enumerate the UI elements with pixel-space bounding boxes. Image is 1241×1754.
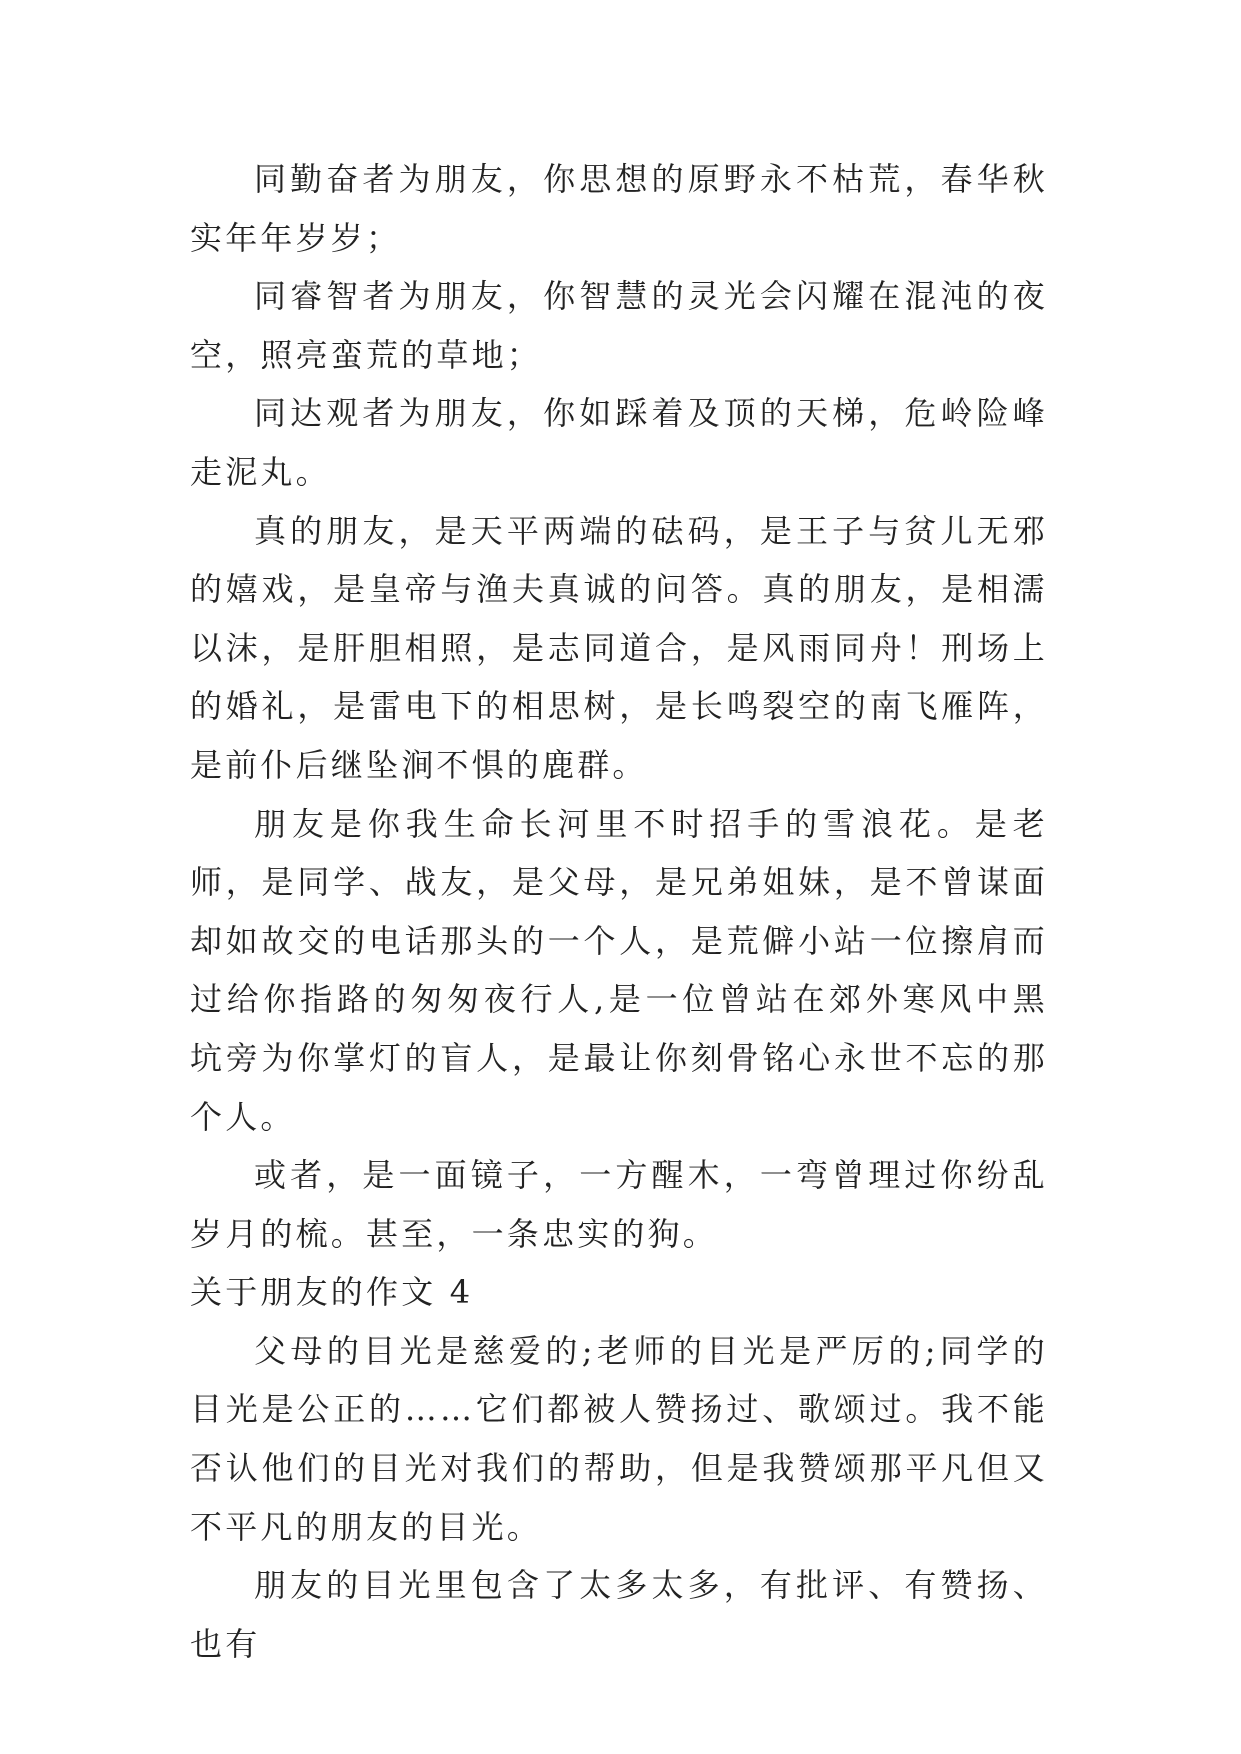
- paragraph-friend-is: 朋友是你我生命长河里不时招手的雪浪花。是老师，是同学、战友，是父母，是兄弟姐妹，是不曾谋面却如故交的电话那头的一个人，是荒僻小站一位擦肩而过给你指路的匆匆夜行人,是一位曾站在郊外寒风中黑坑旁为你掌灯的盲人，是最让你刻骨铭心永世不忘的那个人。: [190, 804, 1048, 1136]
- document-body: [190, 150, 1048, 1673]
- paragraph-wise-friend: 同睿智者为朋友，你智慧的灵光会闪耀在混沌的夜空，照亮蛮荒的草地；: [190, 277, 1048, 374]
- paragraph-true-friend: 真的朋友，是天平两端的砝码，是王子与贫儿无邪的嬉戏，是皇帝与渔夫真诚的问答。真的朋友，是相濡以沫，是肝胆相照，是志同道合，是风雨同舟！刑场上的婚礼，是雷电下的相思树，是长鸣裂空的南飞雁阵，是前仆后继坠涧不惧的鹿群。: [190, 511, 1048, 784]
- paragraph-or-mirror: 或者，是一面镜子，一方醒木，一弯曾理过你纷乱岁月的梳。甚至，一条忠实的狗。: [190, 1156, 1048, 1253]
- paragraph-diligent-friend: 同勤奋者为朋友，你思想的原野永不枯荒，春华秋实年年岁岁；: [190, 160, 1048, 257]
- paragraph-optimistic-friend: 同达观者为朋友，你如踩着及顶的天梯，危岭险峰走泥丸。: [190, 394, 1048, 491]
- paragraph-gaze: 父母的目光是慈爱的;老师的目光是严厉的;同学的目光是公正的……它们都被人赞扬过、歌颂过。我不能否认他们的目光对我们的帮助，但是我赞颂那平凡但又不平凡的朋友的目光。: [190, 1331, 1048, 1546]
- section-heading: 关于朋友的作文 4: [190, 1273, 474, 1312]
- paragraph-friend-gaze: 朋友的目光里包含了太多太多，有批评、有赞扬、也有: [190, 1566, 1048, 1663]
